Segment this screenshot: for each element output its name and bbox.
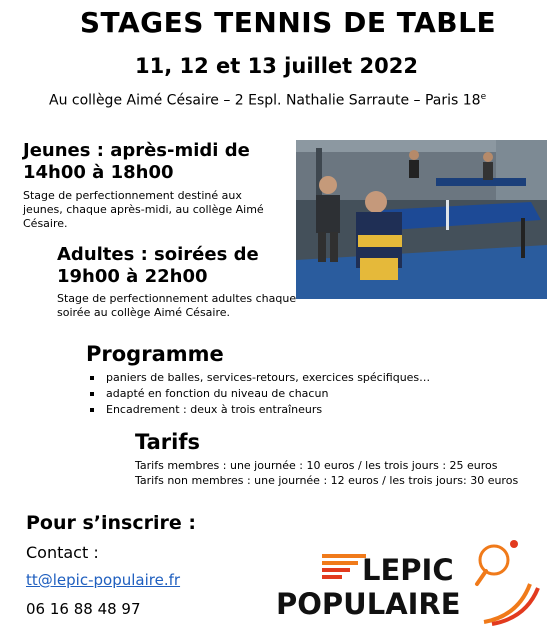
lepic-populaire-logo bbox=[272, 536, 548, 626]
adultes-heading-line1: Adultes : soirées de bbox=[57, 244, 259, 265]
address-text: Au collège Aimé Césaire – 2 Espl. Nathalie Sarraute – Paris 18 bbox=[49, 92, 481, 109]
programme-heading: Programme bbox=[86, 342, 224, 366]
page-title: STAGES TENNIS DE TABLE bbox=[79, 6, 497, 39]
tarifs-members: Tarifs membres : une journée : 10 euros / les trois jours : 25 euros bbox=[135, 459, 498, 472]
logo-line1: LEPIC bbox=[362, 553, 454, 587]
programme-item: Encadrement : deux à trois entraîneurs bbox=[86, 402, 430, 418]
ping-pong-paddle-icon bbox=[477, 540, 518, 584]
address-sup: e bbox=[480, 92, 487, 102]
jeunes-heading-line1: Jeunes : après-midi de bbox=[23, 140, 250, 161]
phone-number: 06 16 88 48 97 bbox=[26, 600, 141, 618]
adultes-description: Stage de perfectionnement adultes chaque soirée au collège Aimé Césaire. bbox=[57, 292, 297, 319]
tarifs-heading: Tarifs bbox=[135, 430, 200, 454]
adultes-heading-line2: 19h00 à 22h00 bbox=[57, 266, 208, 287]
logo-arc bbox=[484, 584, 538, 624]
event-address bbox=[49, 92, 486, 109]
table-tennis-photo bbox=[296, 140, 547, 299]
logo-orange-stripes bbox=[322, 554, 366, 579]
logo-line2: POPULAIRE bbox=[276, 587, 461, 621]
event-dates: 11, 12 et 13 juillet 2022 bbox=[135, 54, 418, 78]
programme-item: adapté en fonction du niveau de chacun bbox=[86, 386, 430, 402]
jeunes-description: Stage de perfectionnement destiné aux jeunes, chaque après-midi, au collège Aimé Césaire. bbox=[23, 189, 264, 230]
contact-label: Contact : bbox=[26, 543, 99, 562]
adultes-heading bbox=[57, 244, 297, 288]
email-link[interactable]: tt@lepic-populaire.fr bbox=[26, 571, 181, 589]
jeunes-heading-line2: 14h00 à 18h00 bbox=[23, 162, 174, 183]
inscription-heading: Pour s’inscrire : bbox=[26, 512, 196, 534]
jeunes-heading bbox=[23, 140, 263, 184]
programme-list bbox=[86, 370, 430, 418]
tarifs-non-members: Tarifs non membres : une journée : 12 euros / les trois jours: 30 euros bbox=[135, 474, 519, 487]
programme-item: paniers de balles, services-retours, exercices spécifiques… bbox=[86, 370, 430, 386]
